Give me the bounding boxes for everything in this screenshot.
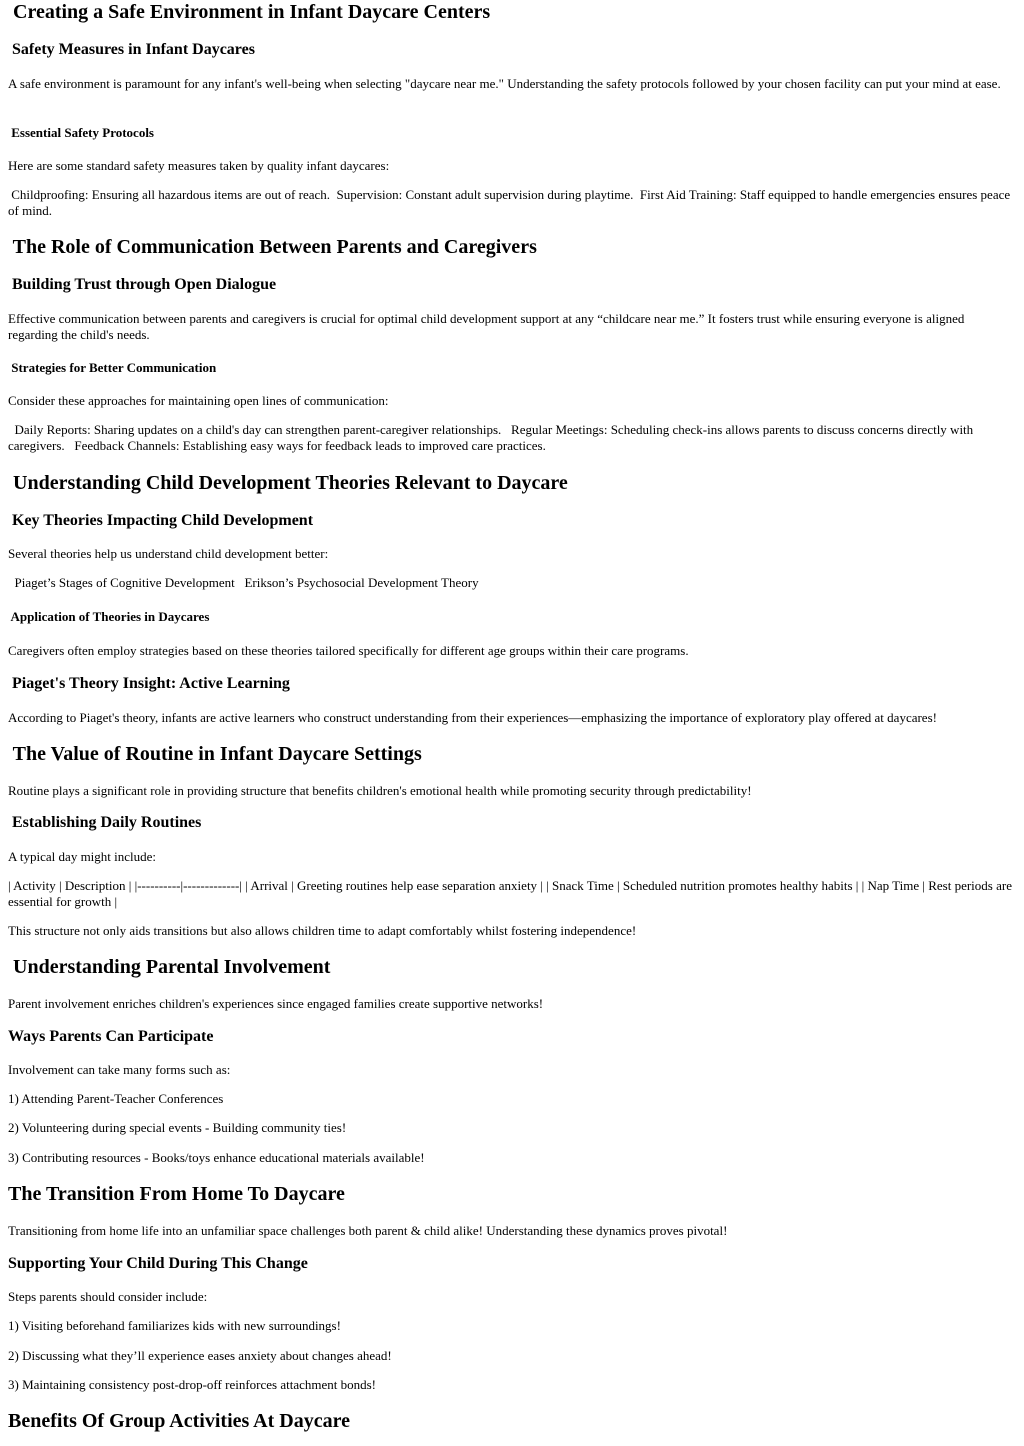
- subheading-ways-participate: Ways Parents Can Participate: [8, 1028, 214, 1045]
- paragraph-communication-intro: Effective communication between parents and caregivers is crucial for optimal child development support at any “childcare near me.” It fosters trust while ensuring everyone is aligned regarding the child's needs.: [8, 311, 965, 342]
- paragraph-theories-lead: Caregivers often employ strategies based on these theories tailored specifically for different age groups within their care programs.: [8, 643, 689, 658]
- section-heading-parental-involvement: Understanding Parental Involvement: [8, 956, 331, 978]
- list-item: 3) Maintaining consistency post-drop-off reinforces attachment bonds!: [8, 1377, 376, 1392]
- subheading-daily-routines: Establishing Daily Routines: [8, 814, 202, 831]
- subheading-key-theories: Key Theories Impacting Child Development: [8, 512, 314, 529]
- paragraph-theories-intro: Several theories help us understand child development better:: [8, 546, 329, 561]
- section-heading-transition: The Transition From Home To Daycare: [8, 1183, 345, 1205]
- paragraph-communication-list: Daily Reports: Sharing updates on a child's day can strengthen parent-caregiver relationships. Regular Meetings: Scheduling check-ins allows parents to discuss concerns directly with caregivers. Feedback Channels: Establishing easy ways for feedback leads to improved care practices.: [8, 422, 977, 453]
- list-item: 1) Visiting beforehand familiarizes kids with new surroundings!: [8, 1318, 341, 1333]
- paragraph-safety-intro: A safe environment is paramount for any infant's well-being when selecting "daycare near me." Understanding the safety protocols followed by your chosen facility can put your mind at ease.: [8, 76, 1001, 91]
- section-heading-safe-environment: Creating a Safe Environment in Infant Daycare Centers: [8, 1, 491, 23]
- list-item: 2) Discussing what they’ll experience eases anxiety about changes ahead!: [8, 1348, 392, 1363]
- paragraph-transition-lead: Steps parents should consider include:: [8, 1289, 208, 1304]
- subheading-application-theories: Application of Theories in Daycares: [8, 609, 210, 624]
- paragraph-theories-list: Piaget’s Stages of Cognitive Development Erikson’s Psychosocial Development Theory: [8, 575, 479, 590]
- subheading-supporting-child: Supporting Your Child During This Change: [8, 1255, 308, 1272]
- paragraph-transition-intro: Transitioning from home life into an unfamiliar space challenges both parent & child alike! Understanding these dynamics proves pivotal!: [8, 1223, 728, 1238]
- paragraph-routine-intro: Routine plays a significant role in providing structure that benefits children's emotional health while promoting security through predictability!: [8, 783, 752, 798]
- subheading-essential-protocols: Essential Safety Protocols: [8, 125, 154, 140]
- list-item: 1) Attending Parent-Teacher Conferences: [8, 1091, 224, 1106]
- list-item: 2) Volunteering during special events - Building community ties!: [8, 1120, 347, 1135]
- paragraph-safety-list: Childproofing: Ensuring all hazardous items are out of reach. Supervision: Constant adult supervision during playtime. First Aid Training: Staff equipped to handle emergencies ensures peace of mind.: [8, 187, 1014, 218]
- section-heading-routine: The Value of Routine in Infant Daycare Settings: [8, 743, 422, 765]
- subheading-strategies: Strategies for Better Communication: [8, 360, 217, 375]
- paragraph-communication-lead: Consider these approaches for maintaining open lines of communication:: [8, 393, 389, 408]
- paragraph-routine-table: | Activity | Description | |----------|-------------| | Arrival | Greeting routines help ease separation anxiety | | Snack Time | Scheduled nutrition promotes healthy habits | | Nap Time | Rest periods are essential for growth |: [8, 878, 1012, 909]
- section-heading-group-activities: Benefits Of Group Activities At Daycare: [8, 1410, 350, 1432]
- paragraph-safety-lead: Here are some standard safety measures taken by quality infant daycares:: [8, 158, 390, 173]
- paragraph-piaget-body: According to Piaget's theory, infants are active learners who construct understanding from their experiences—emphasizing the importance of exploratory play offered at daycares!: [8, 710, 937, 725]
- paragraph-routine-outro: This structure not only aids transitions but also allows children time to adapt comfortably whilst fostering independence!: [8, 923, 637, 938]
- paragraph-involvement-intro: Parent involvement enriches children's experiences since engaged families create supportive networks!: [8, 996, 544, 1011]
- section-heading-communication: The Role of Communication Between Parents and Caregivers: [8, 236, 537, 258]
- subheading-safety-measures: Safety Measures in Infant Daycares: [8, 41, 255, 58]
- paragraph-involvement-lead: Involvement can take many forms such as:: [8, 1062, 231, 1077]
- section-heading-development-theories: Understanding Child Development Theories Relevant to Daycare: [8, 472, 568, 494]
- subheading-piaget-insight: Piaget's Theory Insight: Active Learning: [8, 675, 290, 692]
- list-item: 3) Contributing resources - Books/toys enhance educational materials available!: [8, 1150, 425, 1165]
- paragraph-routine-lead: A typical day might include:: [8, 849, 157, 864]
- subheading-building-trust: Building Trust through Open Dialogue: [8, 276, 277, 293]
